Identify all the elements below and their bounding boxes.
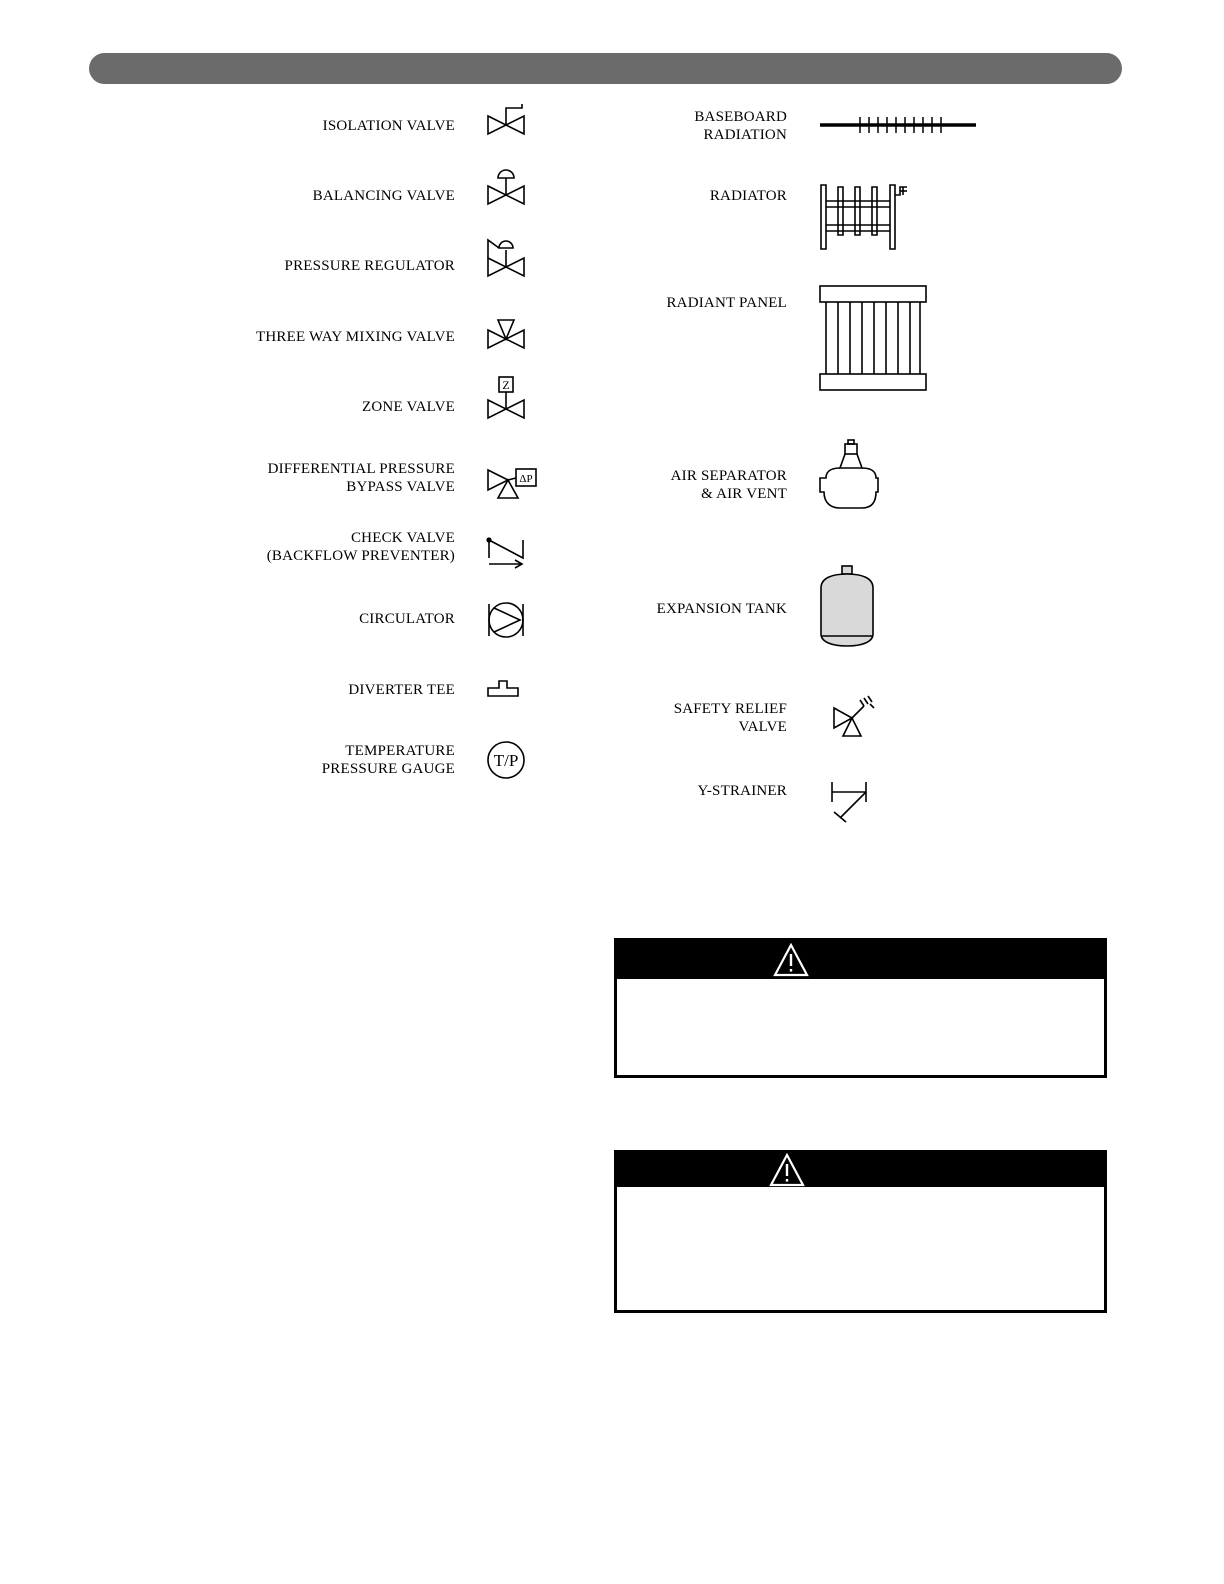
isolation-valve-icon bbox=[486, 106, 526, 138]
header-bar bbox=[89, 53, 1122, 84]
warning-box-2 bbox=[614, 1150, 1107, 1313]
label-safety-relief-valve: SAFETY RELIEF VALVE bbox=[673, 701, 787, 735]
label-baseboard-radiation: BASEBOARD RADIATION bbox=[694, 109, 787, 143]
label-temperature-pressure-gauge: TEMPERATURE PRESSURE GAUGE bbox=[321, 743, 455, 777]
radiator-icon bbox=[818, 183, 910, 253]
label-radiator: RADIATOR bbox=[709, 188, 787, 204]
label-pressure-regulator: PRESSURE REGULATOR bbox=[284, 258, 455, 274]
y-strainer-icon bbox=[830, 780, 872, 824]
safety-relief-valve-icon bbox=[830, 696, 876, 738]
three-way-mixing-valve-icon bbox=[486, 318, 526, 350]
warning-box-1 bbox=[614, 938, 1107, 1078]
temperature-pressure-gauge-icon bbox=[486, 740, 526, 780]
label-expansion-tank: EXPANSION TANK bbox=[656, 601, 787, 617]
tp-gauge-text: T/P bbox=[493, 751, 519, 770]
zone-valve-letter: Z bbox=[502, 378, 510, 392]
label-diverter-tee: DIVERTER TEE bbox=[348, 682, 455, 698]
label-air-separator: AIR SEPARATOR & AIR VENT bbox=[670, 468, 787, 502]
label-circulator: CIRCULATOR bbox=[359, 611, 455, 627]
zone-valve-icon bbox=[486, 376, 526, 420]
circulator-icon bbox=[486, 600, 526, 640]
balancing-valve-icon bbox=[486, 168, 526, 208]
label-three-way-mixing-valve: THREE WAY MIXING VALVE bbox=[256, 329, 455, 345]
expansion-tank-icon bbox=[818, 564, 876, 648]
check-valve-icon bbox=[484, 536, 528, 570]
warning-header-2 bbox=[617, 1153, 1104, 1187]
radiant-panel-icon bbox=[818, 284, 930, 394]
diverter-tee-icon bbox=[486, 678, 520, 700]
warning-triangle-icon bbox=[769, 1153, 805, 1187]
label-radiant-panel: RADIANT PANEL bbox=[666, 295, 787, 311]
differential-pressure-bypass-valve-icon bbox=[486, 466, 538, 500]
label-isolation-valve: ISOLATION VALVE bbox=[322, 118, 455, 134]
label-y-strainer: Y-STRAINER bbox=[697, 783, 787, 799]
baseboard-radiation-icon bbox=[820, 114, 978, 136]
label-differential-pressure-bypass-valve: DIFFERENTIAL PRESSURE BYPASS VALVE bbox=[267, 461, 455, 495]
warning-triangle-icon bbox=[773, 943, 809, 977]
label-zone-valve: ZONE VALVE bbox=[362, 399, 455, 415]
delta-p-text: ΔP bbox=[519, 473, 533, 485]
air-separator-icon bbox=[818, 438, 880, 512]
pressure-regulator-icon bbox=[486, 238, 526, 278]
label-balancing-valve: BALANCING VALVE bbox=[312, 188, 455, 204]
warning-header-1 bbox=[617, 941, 1104, 979]
label-check-valve: CHECK VALVE (BACKFLOW PREVENTER) bbox=[266, 530, 455, 564]
